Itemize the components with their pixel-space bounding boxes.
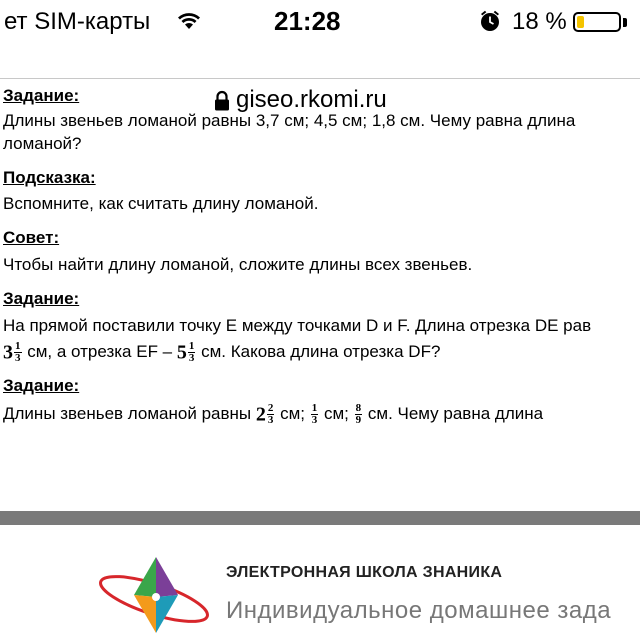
task1-text-line2: ломаной? [3, 134, 82, 153]
carrier-label: ет SIM-карты [4, 8, 151, 35]
wifi-icon [176, 10, 202, 35]
b-denominator: 3 [311, 414, 318, 427]
znanika-logo-icon[interactable] [96, 551, 216, 640]
task1-heading: Задание: [3, 86, 80, 105]
battery-icon [573, 12, 621, 32]
a-denominator: 3 [267, 414, 274, 427]
page-separator-bar [0, 511, 640, 525]
advice-text: Чтобы найти длину ломаной, сложите длины всех звеньев. [3, 255, 473, 274]
ef-fraction [188, 341, 196, 364]
de-fraction [14, 341, 22, 364]
task3-sep2: см; [323, 404, 349, 423]
de-denominator: 3 [15, 352, 21, 365]
c-denominator: 9 [355, 414, 362, 427]
a-numerator: 2 [267, 402, 274, 415]
a-whole: 2 [255, 403, 266, 426]
b-fraction [311, 403, 319, 426]
alarm-icon [478, 9, 502, 38]
task2-text-line2 [3, 341, 440, 364]
status-bar [0, 0, 640, 42]
ef-whole: 5 [176, 341, 187, 364]
b-numerator: 1 [311, 402, 318, 415]
task3-text-line [3, 403, 543, 426]
site-footer-banner [0, 525, 640, 640]
a-fraction [267, 403, 275, 426]
school-name: ЭЛЕКТРОННАЯ ШКОЛА ЗНАНИКА [226, 564, 503, 581]
battery-cap [623, 18, 627, 27]
school-subtitle: Индивидуальное домашнее зада [226, 597, 612, 624]
clock-time: 21:28 [274, 6, 341, 36]
de-numerator: 1 [15, 340, 21, 353]
de-whole: 3 [3, 341, 13, 364]
task2-heading: Задание: [3, 289, 80, 308]
task1-text-line1: Длины звеньев ломаной равны 3,7 см; 4,5 см; 1,8 см. Чему равна длина [3, 111, 576, 130]
task3-prefix: Длины звеньев ломаной равны [3, 404, 252, 423]
battery-level-fill [577, 16, 584, 28]
c-fraction [355, 403, 363, 426]
hint-heading: Подсказка: [3, 168, 96, 187]
task3-heading: Задание: [3, 376, 80, 395]
battery-percent: 18 % [512, 8, 567, 35]
ef-denominator: 3 [188, 352, 195, 365]
page-url[interactable]: giseo.rkomi.ru [236, 86, 387, 113]
c-numerator: 8 [355, 402, 362, 415]
page-content [0, 79, 640, 511]
task2-text-line1: На прямой поставили точку E между точками D и F. Длина отрезка DE рав [3, 316, 592, 335]
advice-heading: Совет: [3, 228, 60, 247]
task3-sep1: см; [280, 404, 306, 423]
hint-text: Вспомните, как считать длину ломаной. [3, 194, 319, 213]
ef-numerator: 1 [188, 340, 195, 353]
task2-text-b: см. Какова длина отрезка DF? [201, 342, 441, 361]
task3-suffix: см. Чему равна длина [367, 404, 544, 423]
task2-text-a: см, а отрезка EF – [27, 342, 173, 361]
